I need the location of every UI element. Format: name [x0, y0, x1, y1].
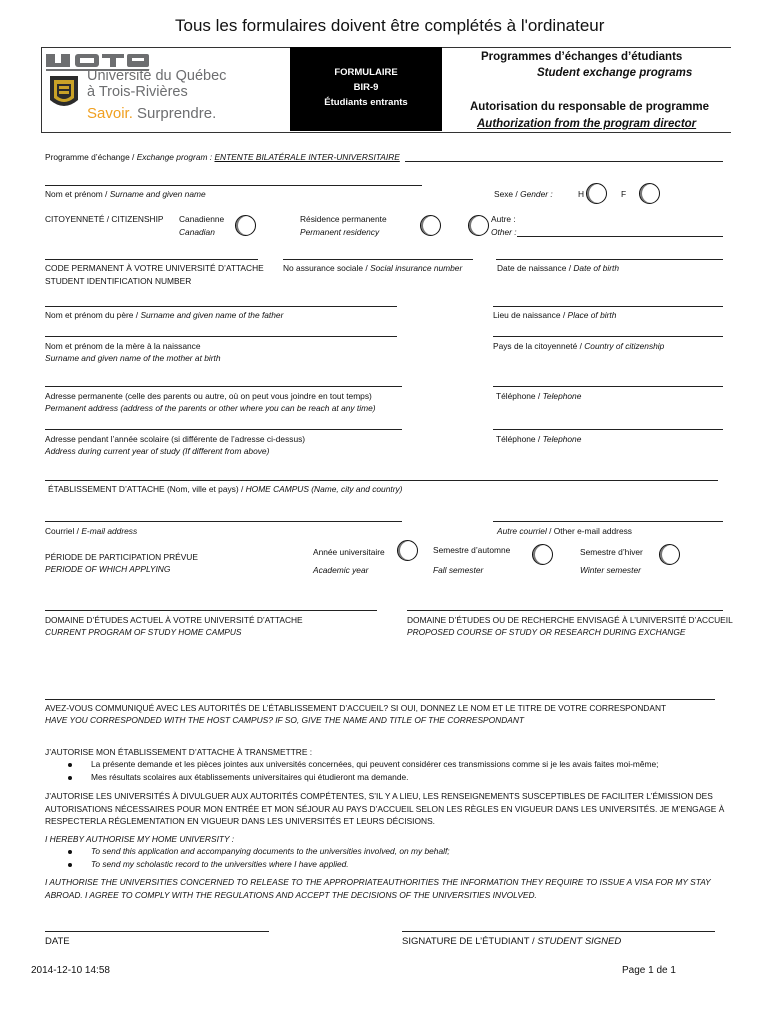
name-field[interactable] — [45, 185, 422, 186]
header-title-fr: Programmes d’échanges d’étudiants — [481, 51, 683, 63]
country-citizenship-field[interactable] — [493, 336, 723, 337]
sex-label-en: Gender : — [520, 189, 553, 199]
telephone2-field[interactable] — [493, 429, 723, 430]
header-auth-en: Authorization from the program director — [477, 118, 697, 130]
correspondence-label-fr: AVEZ-VOUS COMMUNIQUÉ AVEC LES AUTORITÉS DE L’ÉTABLISSEMENT D’ACCUEIL? SI OUI, DONNEZ LE NOM ET LE TITRE DE VOTRE CORRESPONDANT — [45, 703, 667, 713]
authorization-fr-intro: J’AUTORISE MON ÉTABLISSEMENT D’ATTACHE À TRANSMETTRE : — [45, 747, 313, 757]
signature-label-en: STUDENT SIGNED — [537, 936, 622, 947]
citizenship-resident-fr: Résidence permanente — [300, 214, 387, 224]
bullet-icon — [68, 863, 72, 867]
date-label: DATE — [45, 936, 70, 947]
authorization-fr-bullet2: Mes résultats scolaires aux établissements universitaires qui étudieront ma demande. — [91, 772, 409, 782]
sex-h-radio[interactable] — [586, 183, 607, 204]
citizenship-resident-radio[interactable] — [420, 215, 441, 236]
date-field[interactable] — [45, 931, 269, 932]
header-title-en: Student exchange programs — [537, 67, 693, 79]
period-year-fr: Année universitaire — [313, 547, 385, 557]
sin-label-en: Social insurance number — [370, 263, 463, 273]
proposed-program-label-fr: DOMAINE D’ÉTUDES OU DE RECHERCHE ENVISAGÉ À L’UNIVERSITÉ D’ACCUEIL — [407, 615, 733, 625]
home-campus-label-en: HOME CAMPUS (Name, city and country) — [245, 484, 403, 494]
citizenship-other-field[interactable] — [517, 236, 723, 237]
sin-label — [283, 262, 462, 274]
sin-label-fr: No assurance sociale / — [283, 263, 371, 273]
name-label-en: Surname and given name — [109, 189, 206, 199]
birth-place-field[interactable] — [493, 306, 723, 307]
period-label-en: PERIODE OF WHICH APPLYING — [45, 564, 171, 574]
authorization-fr-bullet1: La présente demande et les pièces jointes aux universités concernées, qui peuvent considérer ces transmissions comme si je les avais faites moi-même; — [91, 759, 659, 769]
period-winter-fr: Semestre d’hiver — [580, 547, 643, 557]
proposed-program-field[interactable] — [407, 610, 723, 611]
citizenship-resident-en: Permanent residency — [300, 227, 380, 237]
mother-field[interactable] — [45, 336, 397, 337]
form-label: FORMULAIRE — [334, 67, 398, 78]
other-email-field[interactable] — [493, 521, 723, 522]
current-program-label-en: CURRENT PROGRAM OF STUDY HOME CAMPUS — [45, 627, 242, 637]
period-winter-radio[interactable] — [659, 544, 680, 565]
exchange-program-value: ENTENTE BILATÉRALE INTER-UNIVERSITAIRE — [214, 152, 400, 162]
citizenship-other-fr: Autre : — [491, 214, 516, 224]
period-fall-fr: Semestre d’automne — [433, 545, 511, 555]
authorization-fr-para-line3: RESPECTERLA RÉGLEMENTATION EN VIGUEUR DANS LES UNIVERSITÉS ET LEURS DÉCISIONS. — [45, 816, 435, 826]
birth-date-label — [497, 262, 619, 274]
page-title: Tous les formulaires doivent être complétés à l'ordinateur — [175, 16, 605, 35]
telephone2-label — [496, 433, 581, 445]
university-name-line2: à Trois-Rivières — [87, 84, 188, 100]
proposed-program-label-en: PROPOSED COURSE OF STUDY OR RESEARCH DURING EXCHANGE — [407, 627, 686, 637]
country-citizenship-label-en: Country of citizenship — [584, 341, 665, 351]
correspondence-label-en: HAVE YOU CORRESPONDED WITH THE HOST CAMPUS? IF SO, GIVE THE NAME AND TITLE OF THE CORRESPONDANT — [45, 715, 524, 725]
authorization-fr-para-line2: AUTORISATIONS NÉCESSAIRES POUR MON ENTRÉE ET MON SÉJOUR AU PAYS D’ACCUEIL SELON LES RÈGLES EN VIGUEUR DANS LES UNIVERSITÉS. JE M’ENGAGE À — [45, 804, 725, 814]
signature-label-fr: SIGNATURE DE L’ÉTUDIANT / — [402, 936, 538, 947]
university-name-line1: Université du Québec — [87, 68, 227, 84]
name-label-fr: Nom et prénom / — [45, 189, 110, 199]
form-code: BIR-9 — [353, 82, 379, 93]
permanent-address-label-fr: Adresse permanente (celle des parents ou autre, où on peut vous joindre en tout temps) — [45, 391, 372, 401]
telephone1-label — [496, 390, 581, 402]
citizenship-canadian-fr: Canadienne — [179, 214, 225, 224]
birth-date-label-en: Date of birth — [573, 263, 619, 273]
birth-date-field[interactable] — [496, 259, 723, 260]
period-fall-en: Fall semester — [433, 565, 484, 575]
mother-label-fr: Nom et prénom de la mère à la naissance — [45, 341, 201, 351]
home-campus-field[interactable] — [45, 480, 718, 481]
permanent-address-label-en: Permanent address (address of the parents or other where you can be reach at any time) — [45, 403, 376, 413]
school-address-label-fr: Adresse pendant l’année scolaire (si différente de l’adresse ci-dessus) — [45, 434, 306, 444]
citizenship-canadian-radio[interactable] — [235, 215, 256, 236]
email-field[interactable] — [45, 521, 402, 522]
birth-place-label — [493, 309, 616, 321]
form-id-box — [290, 47, 442, 131]
other-email-label-fr: / Other e-mail address — [546, 526, 632, 536]
citizenship-other-radio[interactable] — [468, 215, 489, 236]
sex-f-radio[interactable] — [639, 183, 660, 204]
authorization-en-para-line2: ABROAD. I AGREE TO COMPLY WITH THE REGULATIONS AND ACCEPT THE DECISIONS OF THE UNIVERSITIES INVOLVED. — [45, 890, 537, 900]
slogan-surprendre: Surprendre. — [137, 105, 217, 122]
bullet-icon — [68, 776, 72, 780]
home-campus-label-fr: ÉTABLISSEMENT D’ATTACHE (Nom, ville et pays) / — [48, 484, 246, 494]
period-fall-radio[interactable] — [532, 544, 553, 565]
telephone2-label-fr: Téléphone / — [496, 434, 543, 444]
other-email-label-en: Autre courriel — [497, 526, 547, 536]
telephone1-label-fr: Téléphone / — [496, 391, 543, 401]
father-label-fr: Nom et prénom du père / — [45, 310, 141, 320]
home-campus-label — [48, 483, 402, 495]
sex-h-label: H — [578, 189, 585, 199]
other-email-label — [497, 525, 632, 537]
correspondence-field[interactable] — [45, 699, 715, 700]
signature-label — [402, 936, 621, 947]
father-field[interactable] — [45, 306, 397, 307]
sex-f-label: F — [621, 189, 627, 199]
birth-date-label-fr: Date de naissance / — [497, 263, 574, 273]
name-label — [45, 188, 206, 200]
period-year-en: Academic year — [313, 565, 369, 575]
telephone1-field[interactable] — [493, 386, 723, 387]
current-program-label-fr: DOMAINE D’ÉTUDES ACTUEL À VOTRE UNIVERSITÉ D’ATTACHE — [45, 615, 303, 625]
authorization-en-intro: I HEREBY AUTHORISE MY HOME UNIVERSITY : — [45, 834, 235, 844]
footer-page-number: Page 1 de 1 — [622, 965, 676, 976]
header-auth-fr: Autorisation du responsable de programme — [470, 101, 709, 113]
sin-field[interactable] — [283, 259, 473, 260]
bullet-icon — [68, 763, 72, 767]
telephone2-label-en: Telephone — [542, 434, 582, 444]
email-label-en: E-mail address — [81, 526, 138, 536]
father-label-en: Surname and given name of the father — [140, 310, 284, 320]
school-address-label-en: Address during current year of study (If different from above) — [45, 446, 270, 456]
signature-field[interactable] — [402, 931, 715, 932]
email-label-fr: Courriel / — [45, 526, 82, 536]
citizenship-canadian-en: Canadian — [179, 227, 215, 237]
footer-timestamp: 2014-12-10 14:58 — [31, 965, 110, 976]
period-year-radio[interactable] — [397, 540, 418, 561]
exchange-program-label-fr: Programme d’échange / — [45, 152, 137, 162]
telephone1-label-en: Telephone — [542, 391, 582, 401]
authorization-en-bullet2: To send my scholastic record to the universities where I have applied. — [91, 859, 349, 869]
code-permanent-field[interactable] — [45, 259, 258, 260]
exchange-program-line — [405, 161, 723, 162]
permanent-address-field[interactable] — [45, 386, 402, 387]
email-label — [45, 525, 137, 537]
code-permanent-label-en: STUDENT IDENTIFICATION NUMBER — [45, 276, 192, 286]
period-label-fr: PÉRIODE DE PARTICIPATION PRÉVUE — [45, 552, 198, 562]
sex-label-fr: Sexe / — [494, 189, 521, 199]
form-audience: Étudiants entrants — [324, 97, 408, 108]
father-label — [45, 309, 283, 321]
country-citizenship-label — [493, 340, 664, 352]
bullet-icon — [68, 850, 72, 854]
code-permanent-label-fr: CODE PERMANENT À VOTRE UNIVERSITÉ D’ATTACHE — [45, 263, 264, 273]
sex-label — [494, 188, 553, 200]
slogan — [87, 106, 216, 122]
mother-label-en: Surname and given name of the mother at birth — [45, 353, 221, 363]
exchange-program-label — [45, 151, 400, 163]
exchange-program-label-en: Exchange program : — [136, 152, 215, 162]
period-winter-en: Winter semester — [580, 565, 641, 575]
country-citizenship-label-fr: Pays de la citoyenneté / — [493, 341, 585, 351]
citizenship-other-en: Other : — [491, 227, 517, 237]
birth-place-label-en: Place of birth — [567, 310, 617, 320]
citizenship-label: CITOYENNETÉ / CITIZENSHIP — [45, 214, 164, 224]
authorization-en-bullet1: To send this application and accompanying documents to the universities involved, on my behalf; — [91, 846, 450, 856]
school-address-field[interactable] — [45, 429, 402, 430]
birth-place-label-fr: Lieu de naissance / — [493, 310, 568, 320]
authorization-fr-para-line1: J’AUTORISE LES UNIVERSITÉS À DIVULGUER AUX AUTORITÉS COMPÉTENTES, S’IL Y A LIEU, LES RENSEIGNEMENTS SUSCEPTIBLES DE FACILITER L’ÉMISSION DES — [45, 791, 713, 801]
slogan-savoir: Savoir. — [87, 105, 133, 122]
current-program-field[interactable] — [45, 610, 377, 611]
authorization-en-para-line1: I AUTHORISE THE UNIVERSITIES CONCERNED TO RELEASE TO THE APPROPRIATEAUTHORITIES THE INFORMATION THEY REQUIRE TO ISSUE A VISA FOR MY STAY — [45, 877, 711, 887]
